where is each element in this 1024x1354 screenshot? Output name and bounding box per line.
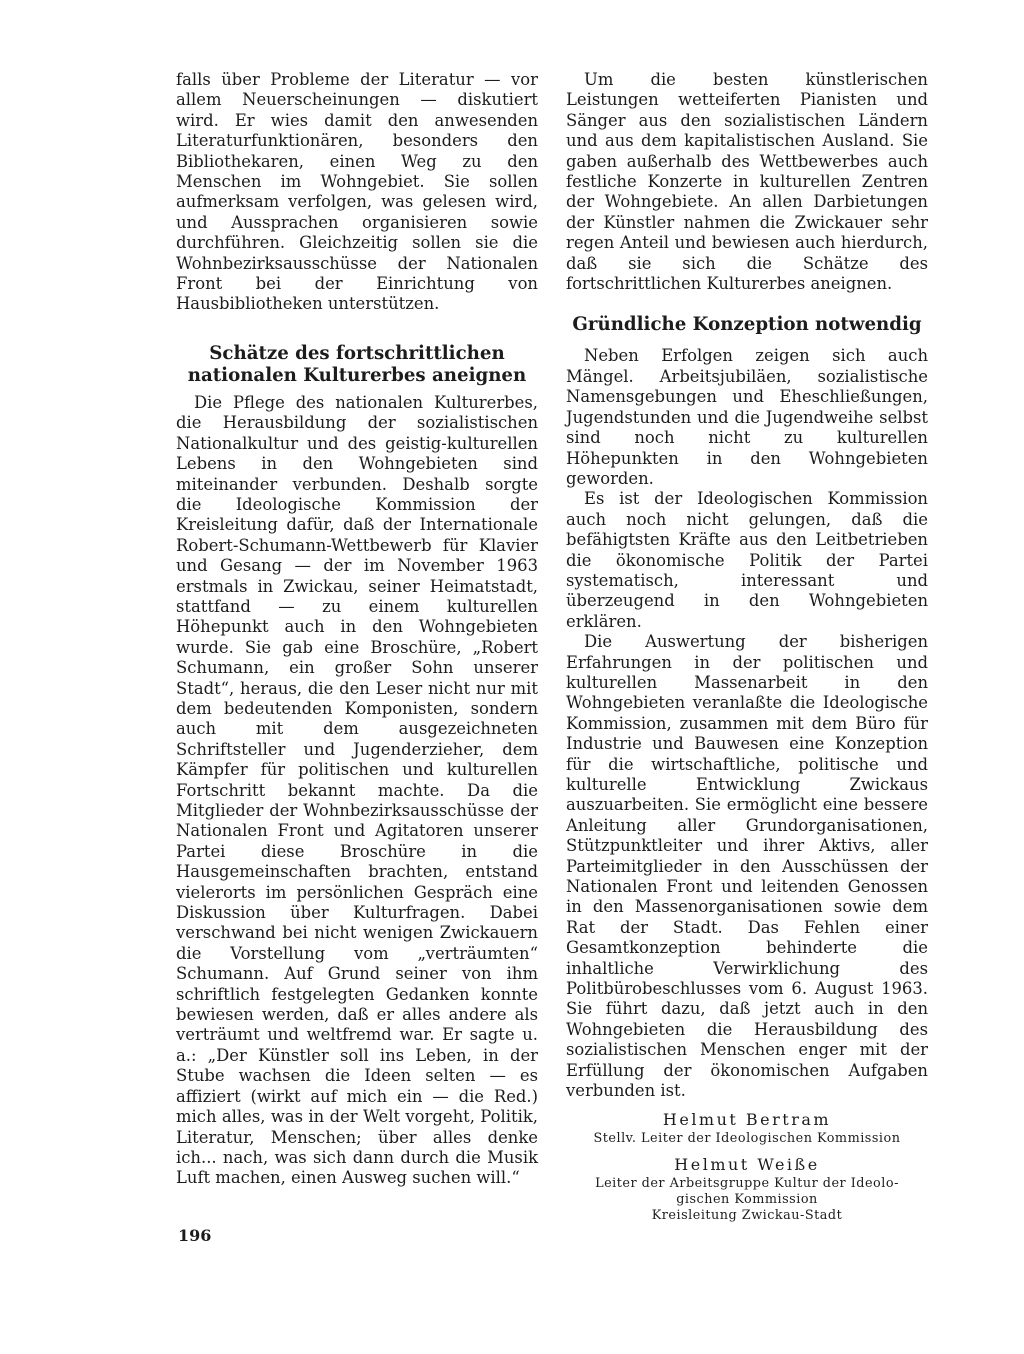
page-number: 196 <box>178 1226 212 1245</box>
section-heading-konzeption: Gründliche Konzeption notwendig <box>572 314 922 336</box>
right-column <box>566 70 928 1224</box>
author-2-role-line-1: Leiter der Arbeitsgruppe Kultur der Ideolo- <box>595 1175 899 1191</box>
right-paragraph-3: Es ist der Ideologischen Kommission auch noch nicht gelungen, daß die befähigtsten Kräfte aus den Leitbetrieben die ökonomische Politik der Partei systematisch, interessant und überzeugend in den Wohngebieten erklären. <box>566 489 928 631</box>
right-paragraph-2: Neben Erfolgen zeigen sich auch Mängel. Arbeitsjubiläen, sozialistische Namensgebungen und Eheschließungen, Jugendstunden und die Jugendweihe selbst sind noch nicht zu kulturellen Höhepunkten in den Wohngebieten geworden. <box>566 346 928 488</box>
author-2-name: Helmut Weiße <box>674 1154 820 1174</box>
author-1-name: Helmut Bertram <box>662 1109 832 1129</box>
left-paragraph-1: falls über Probleme der Literatur — vor allem Neuerscheinungen — diskutiert wird. Er wies damit den anwesenden Literaturfunktionären, besonders den Bibliothekaren, einen Weg zu den Menschen im Wohngebiet. Sie sollen aufmerksam verfolgen, was gelesen wird, und Aussprachen organisieren sowie durchführen. Gleichzeitig sollen sie die Wohnbezirksausschüsse der Nationalen Front bei der Einrichtung von Hausbibliotheken unterstützen. <box>176 70 538 314</box>
section-heading-kulturerbe <box>176 343 538 387</box>
author-2-role-line-2: gischen Kommission <box>676 1191 818 1207</box>
author-2-role-line-3: Kreisleitung Zwickau-Stadt <box>651 1207 843 1223</box>
heading-line-2: nationalen Kulturerbes aneignen <box>187 364 527 386</box>
signature-block <box>566 1110 928 1224</box>
left-paragraph-2: Die Pflege des nationalen Kulturerbes, die Herausbildung der sozialistischen Nationalkultur und des geistig-kulturellen Lebens in den Wohngebieten sind miteinander verbunden. Deshalb sorgte die Ideologische Kommission der Kreisleitung dafür, daß der Internationale Robert-Schumann-Wettbewerb für Klavier und Gesang — der im November 1963 erstmals in Zwickau, seiner Heimatstadt, stattfand — zu einem kulturellen Höhepunkt auch in den Wohngebieten wurde. Sie gab eine Broschüre, „Robert Schumann, ein großer Sohn unserer Stadt“, heraus, die den Leser nicht nur mit dem bedeutenden Komponisten, sondern auch mit dem ausgezeichneten Schriftsteller und Jugenderzieher, dem Kämpfer für politischen und kulturellen Fortschritt bekannt machte. Da die Mitglieder der Wohnbezirksausschüsse der Nationalen Front und Agitatoren unserer Partei diese Broschüre in die Hausgemeinschaften brachten, entstand vielerorts im persönlichen Gespräch eine Diskussion über Kulturfragen. Dabei verschwand bei nicht wenigen Zwickauern die Vorstellung vom „verträumten“ Schumann. Auf Grund seiner von ihm schriftlich festgelegten Gedanken konnte bewiesen werden, daß er alles andere als verträumt und weltfremd war. Er sagte u. a.: „Der Künstler soll ins Leben, in der Stube wachsen die Ideen selten — es affiziert (wirkt auf mich ein — die Red.) mich alles, was in der Welt vorgeht, Politik, Literatur, Menschen; über alles denke ich... nach, was sich dann durch die Musik Luft machen, einen Ausweg suchen will.“ <box>176 392 538 1188</box>
right-paragraph-1: Um die besten künstlerischen Leistungen wetteiferten Pianisten und Sänger aus den sozialistischen Ländern und aus dem kapitalistischen Ausland. Sie gaben außerhalb des Wettbewerbes auch festliche Konzerte in kulturellen Zentren der Wohngebiete. An allen Darbietungen der Künstler nahmen die Zwickauer sehr regen Anteil und bewiesen auch hierdurch, daß sie sich die Schätze des fortschrittlichen Kulturerbes aneignen. <box>566 70 928 294</box>
left-column <box>176 70 538 1189</box>
heading-line-1: Schätze des fortschrittlichen <box>209 342 505 364</box>
author-1-role: Stellv. Leiter der Ideologischen Kommission <box>593 1130 901 1146</box>
right-paragraph-4: Die Auswertung der bisherigen Erfahrungen in der politischen und kulturellen Massenarbeit in den Wohngebieten veranlaßte die Ideologische Kommission, zusammen mit dem Büro für Industrie und Bauwesen eine Konzeption für die wirtschaftliche, politische und kulturelle Entwicklung Zwickaus auszuarbeiten. Sie ermöglicht eine bessere Anleitung aller Grundorganisationen, Stützpunktleiter und ihrer Aktivs, aller Parteimitglieder in den Ausschüssen der Nationalen Front und leitenden Genossen in den Massenorganisationen sowie dem Rat der Stadt. Das Fehlen einer Gesamtkonzeption behinderte die inhaltliche Verwirklichung des Politbürobeschlusses vom 6. August 1963. Sie führt dazu, daß jetzt auch in den Wohngebieten die Herausbildung des sozialistischen Menschen enger mit der Erfüllung der ökonomischen Aufgaben verbunden ist. <box>566 632 928 1101</box>
